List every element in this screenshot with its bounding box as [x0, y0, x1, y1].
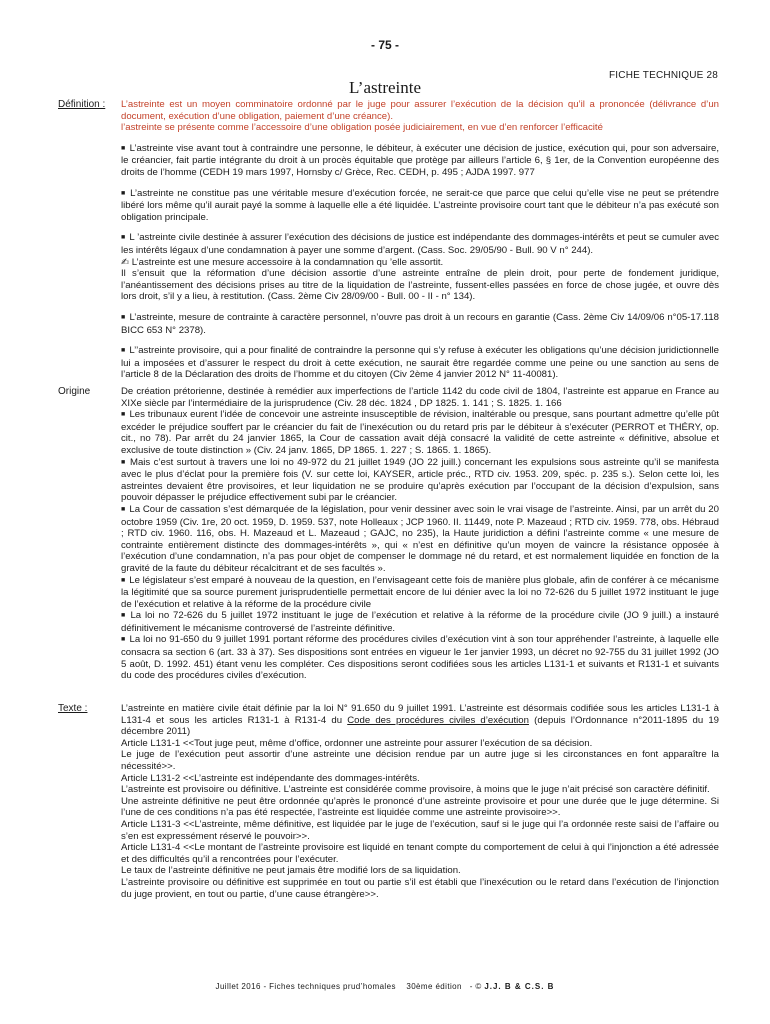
footer-left: Juillet 2016 - Fiches techniques prud’homales — [215, 982, 396, 991]
origine-label: Origine — [58, 386, 91, 397]
origine-paragraph: ■ Mais c’est surtout à travers une loi no 49-972 du 21 juillet 1949 (JO 22 juill.) concernant les expulsions sous astreinte qu’il se manifesta avec le plus d’éclat pour la première fois (V. sur cette loi, KAYSER, article préc., RTD civ. 1953. 209, spéc. p. 235 s.). Selon cette loi, les astreintes devaient être provisoires, et leur liquidation ne se produire qu’après exécution par l’occupant de la décision d’expulsion, sans pouvoir dépasser le préjudice effectivement subi par le créancier. — [121, 457, 719, 504]
footer-edition: 30ème édition — [406, 982, 462, 991]
definition-paragraph: ■ L’astreinte, mesure de contrainte à caractère personnel, n’ouvre pas droit à un recours en garantie (Cass. 2ème Civ 14/09/06 n°05-17.118 BICC 653 N° 2378). — [121, 312, 719, 336]
code-link[interactable]: Code des procédures civiles d’exécution — [347, 714, 529, 726]
origine-paragraph: ■ La Cour de cassation s’est démarquée de la législation, pour venir dessiner avec soin le vrai visage de l’astreinte. Ainsi, par un arrêt du 20 octobre 1959 (Civ. 1re, 20 oct. 1959, D. 1959. 537, note Holleaux ; JCP 1960. II. 11449, note P. Mazeaud ; RTD civ. 1959. 778, obs. Hébraud ; RTD civ. 1960. 116, obs. H. Mazeaud et L. Mazeaud ; GAJC, no 235), la Haute juridiction a défini l’astreinte comme « une mesure de contrainte entièrement distincte des dommages-intérêts », qui « n’est en définitive qu’un moyen de vaincre la résistance opposée à l’exécution d’une condamnation, n’a pas pour objet de compenser le dommage né du retard, et est normalement liquidée en fonction de la gravité de la faute du débiteur récalcitrant et de ses facultés ». — [121, 504, 719, 575]
origine-content — [121, 386, 719, 682]
definition-paragraph: ■ L ’astreinte civile destinée à assurer l’exécution des décisions de justice est indépendante des dommages-intérêts et peut se cumuler avec les intérêts légaux d’une condamnation à payer une somme d’argent. (Cass. Soc. 29/05/90 - Bull. 90 V n° 244). — [121, 232, 719, 256]
origine-paragraph: ■ La loi no 72-626 du 5 juillet 1972 instituant le juge de l’exécution et relative à la réforme de la procédure civile (JO 9 juill.) a instauré définitivement le mécanisme controversé de l’astreinte définitive. — [121, 610, 719, 634]
definition-paragraph: Il s’ensuit que la réformation d’une décision assortie d’une astreinte entraîne de plein droit, pour perte de fondement juridique, l’anéantissement des décisions prises au titre de la liquidation de l’astreinte, fussent-elles passées en force de chose jugée, et ouvre dès lors droit, s’il y a lieu, à restitution. (Cass. 2ème Civ 28/09/00 - Bull. 00 - II - n° 134). — [121, 268, 719, 303]
pencil-icon: ✍ — [121, 256, 132, 268]
definition-label: Définition : — [58, 99, 106, 110]
texte-intro: L’astreinte en matière civile était définie par la loi N° 91.650 du 9 juillet 1991. L’astreinte est désormais codifiée sous les articles L131-1 à L131-4 et sous les articles R131-1 à R131-4 du Code des procédures civiles d’exécution (depuis l’Ordonnance n°2011-1895 du 19 décembre 2011) — [121, 703, 719, 738]
article-text: Le taux de l’astreinte définitive ne peut jamais être modifié lors de sa liquidation. — [121, 865, 461, 877]
article-text: Article L131-2 <<L’astreinte est indépendante des dommages-intérêts. — [121, 772, 420, 784]
article-text: Le juge de l’exécution peut assortir d’une astreinte une décision rendue par un autre juge si les circonstances en font apparaître la nécessité>>. — [121, 749, 719, 772]
origine-paragraph: ■ Les tribunaux eurent l’idée de concevoir une astreinte insusceptible de révision, inaltérable ou presque, sans pourtant admettre qu’elle pût excéder le préjudice souffert par le créancier du fait de l’inexécution ou du retard pris par le débiteur à s’exécuter (PERROT et THÉRY, op. cit., no 78). Par arrêt du 24 janvier 1865, la Cour de cassation avait déjà consacré la validité de cette astreinte « définitive, absolue et exclusive de toute distinction » (Civ. 24 janv. 1865, DP 1865. 1. 227 ; S. 1865. 1. 1865). — [121, 409, 719, 456]
article-text: Article L131-3 <<L’astreinte, même définitive, est liquidée par le juge de l’exécution, sauf si le juge qui l’a ordonnée reste saisi de l’affaire ou s’en est expressément réservé le pouvoir>>. — [121, 818, 719, 842]
definition-line-1: L’astreinte est un moyen comminatoire ordonné par le juge pour assurer l’exécution de la décision qu’il a prononcée (délivrance d’un document, exécution d’une obligation, paiement d’une créance). — [121, 99, 719, 122]
definition-paragraph: ■ L’astreinte vise avant tout à contraindre une personne, le débiteur, à exécuter une décision de justice, exécution qui, pour son adversaire, le créancier, fait partie intégrante du droit à un procès équitable que protège par ailleurs l’article 6, § 1er, de la Convention européenne des droits de l’homme (CEDH 19 mars 1997, Hornsby c/ Grèce, Rec. CEDH, p. 495 ; AJDA 1997. 977 — [121, 143, 719, 179]
definition-note: ✍ L’astreinte est une mesure accessoire à la condamnation qu ’elle assortit. — [121, 256, 444, 268]
article-text: Une astreinte définitive ne peut être ordonnée qu’après le prononcé d’une astreinte provisoire et pour une durée que le juge détermine. Si l’une de ces conditions n’a pas été respectée, l’astreinte est liquidée comme une astreinte provisoire>>. — [121, 795, 719, 819]
copyright-icon: © — [475, 982, 482, 991]
article-text: Article L131-4 <<Le montant de l’astreinte provisoire est liquidé en tenant compte du comportement de celui à qui l’injonction a été adressée et des difficultés qu’il a rencontrées pour l’exécuter. — [121, 842, 719, 865]
origine-paragraph: ■ La loi no 91-650 du 9 juillet 1991 portant réforme des procédures civiles d’exécution vint à son tour appréhender l’astreinte, à laquelle elle consacra sa section 6 (art. 33 à 37). Ses dispositions sont entrées en vigueur le 1er janvier 1993, un décret no 92-755 du 31 juillet 1992 (JO 5 août, D. 1992. 451) étant venu les compléter. Ces dispositions seront codifiées sous les articles L131-1 et suivants et R131-1 et suivants du code des procédures civiles d’exécution. — [121, 634, 719, 681]
origine-paragraph: ■ Le législateur s’est emparé à nouveau de la question, en l’envisageant cette fois de manière plus globale, afin de conférer à ce mécanisme la légitimité que sa source purement jurisprudentielle permettait encore de lui dénier avec la loi no 72-626 du 5 juillet 1972 instituant le juge de l’exécution et relative à la réforme de la procédure civile — [121, 575, 719, 611]
article-text: L’astreinte est provisoire ou définitive. L’astreinte est considérée comme provisoire, à moins que le juge n’ait précisé son caractère définitif. — [121, 784, 710, 796]
texte-content — [121, 703, 719, 900]
definition-line-2: l’astreinte se présente comme l’accessoire d’une obligation posée judiciairement, en vue d’en renforcer l’efficacité — [121, 122, 603, 134]
page-footer: Juillet 2016 - Fiches techniques prud’homales 30ème édition - © J.J. B & C.S. B — [215, 982, 555, 991]
origine-paragraph: De création prétorienne, destinée à remédier aux imperfections de l’article 1142 du code civil de 1804, l’astreinte est apparue en France au XIXe siècle par l’intermédiaire de la jurisprudence (Civ. 28 déc. 1824 , DP 1825. 1. 141 ; S. 1825. 1. 166 — [121, 386, 719, 409]
definition-paragraph: ■ L’’astreinte provisoire, qui a pour finalité de contraindre la personne qui s’y refuse à exécuter les obligations qu’une décision juridictionnelle lui a imposées et d’assurer le respect du droit à cette exécution, ne saurait être regardée comme une peine ou une sanction au sens de l’article 8 de la Déclaration des droits de l’homme et du citoyen (Civ 2ème 4 janvier 2012 N° 11-40081). — [121, 345, 719, 381]
definition-content — [121, 99, 719, 381]
article-text: L’astreinte provisoire ou définitive est supprimée en tout ou partie s’il est établi que l’inexécution ou le retard dans l’exécution de l’injonction du juge provient, en tout ou partie, d’une cause étrangère>>. — [121, 876, 719, 900]
fiche-label: FICHE TECHNIQUE 28 — [609, 70, 718, 81]
footer-authors: J.J. B & C.S. B — [484, 982, 555, 991]
article-text: Article L131-1 <<Tout juge peut, même d’office, ordonner une astreinte pour assurer l’exécution de sa décision. — [121, 737, 593, 749]
page-title: L’astreinte — [348, 78, 422, 97]
definition-paragraph: ■ L’astreinte ne constitue pas une véritable mesure d’exécution forcée, ne serait-ce que parce que celui qu’elle vise ne peut se prétendre libéré lors même qu’il aurait payé la somme à laquelle elle a été liquidée. L’astreinte provisoire court tant que le débiteur n’a pas exécuté son obligation principale. — [121, 188, 719, 224]
texte-label: Texte : — [58, 703, 88, 714]
page-number: - 75 - — [370, 38, 399, 52]
